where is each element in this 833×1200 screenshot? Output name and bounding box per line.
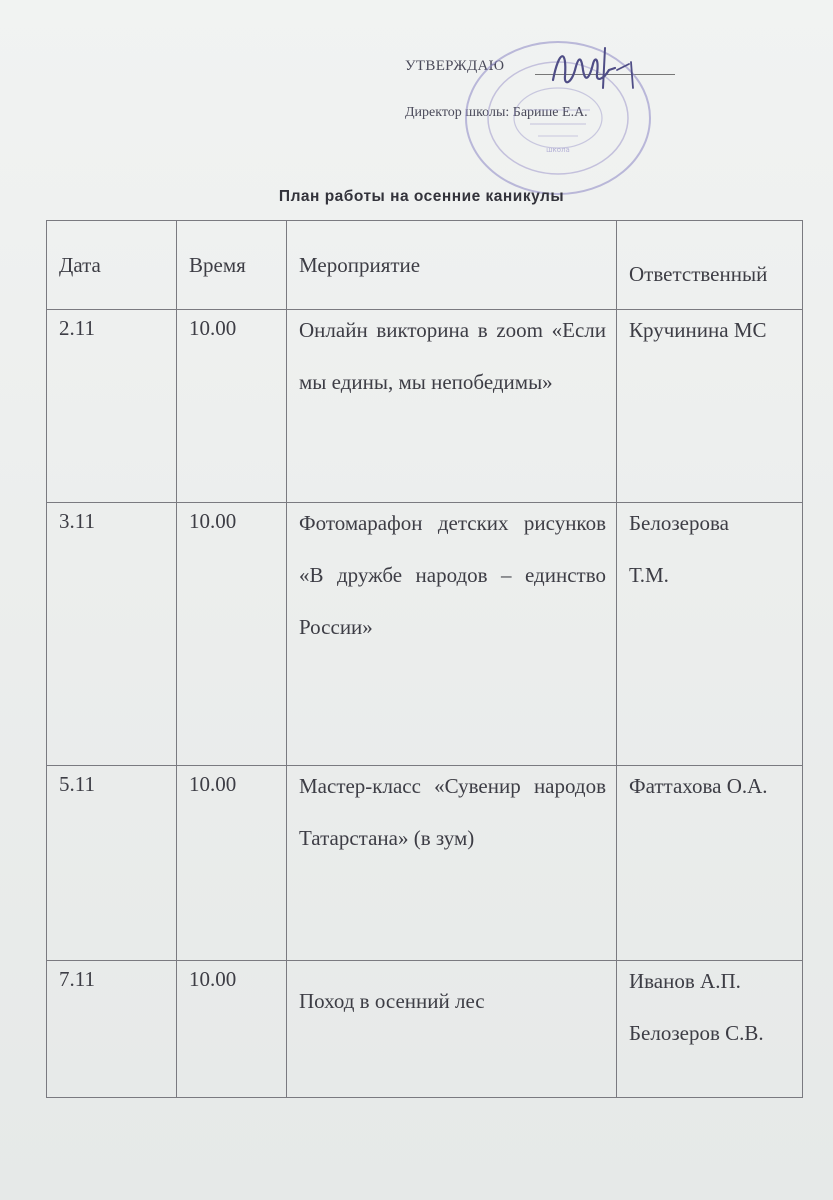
- cell-date: 2.11: [47, 310, 177, 503]
- event-text: Поход в осенний лес: [299, 989, 485, 1013]
- cell-event: [287, 961, 617, 1098]
- table-row: [47, 961, 803, 1098]
- header-time: Время: [177, 221, 287, 310]
- responsible-name-2: Белозеров С.В.: [629, 1021, 764, 1045]
- cell-event: [287, 310, 617, 503]
- approve-label: УТВЕРЖДАЮ: [405, 58, 504, 75]
- cell-time: 10.00: [177, 503, 287, 766]
- cell-event: [287, 503, 617, 766]
- responsible-name: Иванов А.П.: [629, 969, 741, 993]
- cell-responsible: [617, 766, 803, 961]
- document-title: План работы на осенние каникулы: [278, 188, 565, 205]
- header-event: Мероприятие: [287, 221, 617, 310]
- signature-icon: [545, 40, 645, 100]
- stamp-text: школа: [546, 146, 570, 154]
- cell-responsible: [617, 503, 803, 766]
- table-row: [47, 766, 803, 961]
- cell-time: 10.00: [177, 310, 287, 503]
- cell-date: 5.11: [47, 766, 177, 961]
- table-header-row: [47, 221, 803, 310]
- director-line: Директор школы: Барише Е.А.: [405, 105, 588, 120]
- cell-responsible: [617, 310, 803, 503]
- activity-plan-table: [46, 220, 803, 1098]
- cell-date: 3.11: [47, 503, 177, 766]
- table-row: [47, 503, 803, 766]
- table-row: [47, 310, 803, 503]
- cell-responsible: [617, 961, 803, 1098]
- responsible-name: Белозерова: [629, 511, 729, 535]
- event-text: Фотомарафон детских рисунков «В дружбе народов – единство России»: [299, 511, 606, 639]
- responsible-name: Фаттахова О.А.: [629, 774, 768, 798]
- responsible-name: Кручинина МС: [629, 318, 767, 342]
- cell-event: [287, 766, 617, 961]
- header-date: Дата: [47, 221, 177, 310]
- responsible-initials: Т.М.: [629, 563, 669, 587]
- header-responsible: Ответственный: [617, 221, 803, 310]
- event-text: Мастер-класс «Сувенир народов Татарстана» (в зум): [299, 774, 606, 850]
- cell-time: 10.00: [177, 766, 287, 961]
- event-text: Онлайн викторина в zoom «Если мы едины, мы непобедимы»: [299, 318, 606, 394]
- cell-time: 10.00: [177, 961, 287, 1098]
- cell-date: 7.11: [47, 961, 177, 1098]
